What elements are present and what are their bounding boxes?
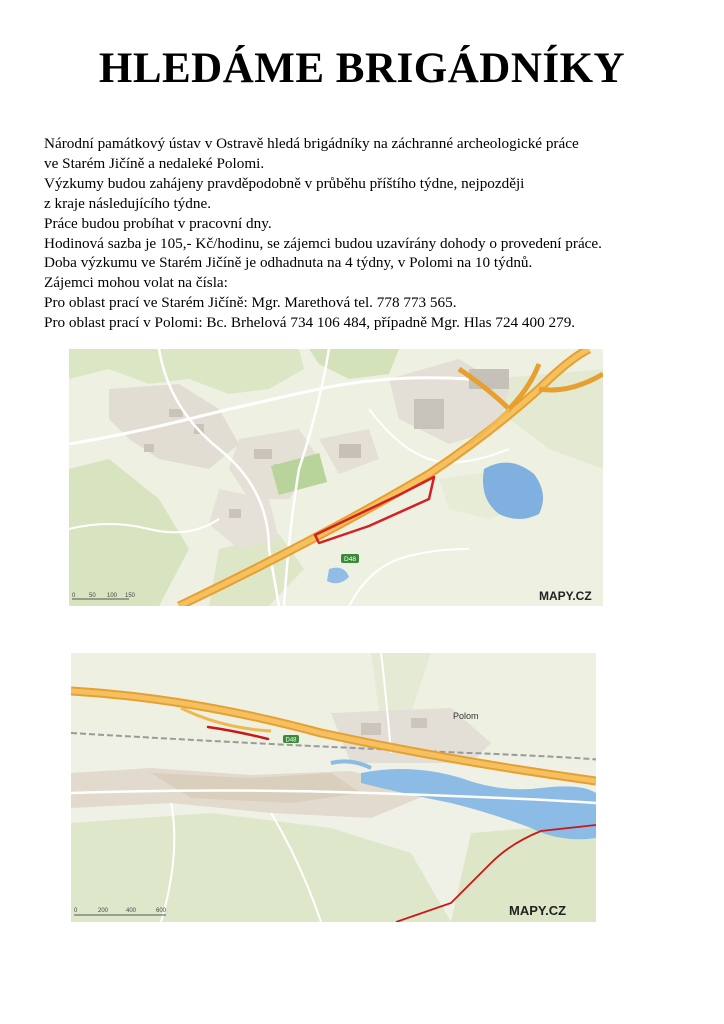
place-label-polom: Polom [453,711,479,721]
text-line: Pro oblast prací ve Starém Jičíně: Mgr. Marethová tel. 778 773 565. [44,294,457,312]
scale-label: 600 [156,908,167,914]
text-line: Práce budou probíhat v pracovní dny. [44,214,272,232]
scale-label: 50 [89,593,96,599]
scale-label: 0 [74,908,78,914]
page-title: HLEDÁME BRIGÁDNÍKY [98,45,626,92]
mapy-logo: MAPY.CZ [509,903,567,918]
scale-label: 100 [107,593,118,599]
text-line: ve Starém Jičíně a nedaleké Polomi. [44,154,265,172]
map-stary-jicin [69,349,603,606]
road-label: D48 [344,556,356,563]
text-line: Národní památkový ústav v Ostravě hledá brigádníky na záchranné archeologické práce [44,135,579,152]
scale-label: 400 [126,908,137,914]
text-line: Hodinová sazba je 105,- Kč/hodinu, se zájemci budou uzavírány dohody o provedení práce. [44,234,602,252]
scale-label: 200 [98,908,109,914]
text-line: Pro oblast prací v Polomi: Bc. Brhelová 734 106 484, případně Mgr. Hlas 724 400 279. [44,314,576,332]
text-line: z kraje následujícího týdne. [44,194,212,212]
text-line: Doba výzkumu ve Starém Jičíně je odhadnuta na 4 týdny, v Polomi na 10 týdnů. [44,254,533,272]
announcement-text [44,134,704,333]
scale-label: 0 [72,593,76,599]
road-label: D48 [285,737,297,744]
mapy-logo: MAPY.CZ [539,589,592,603]
scale-label: 150 [125,593,136,599]
text-line: Zájemci mohou volat na čísla: [44,274,228,292]
text-line: Výzkumy budou zahájeny pravděpodobně v průběhu příštího týdne, nejpozději [44,174,525,192]
map-polom [71,653,596,922]
